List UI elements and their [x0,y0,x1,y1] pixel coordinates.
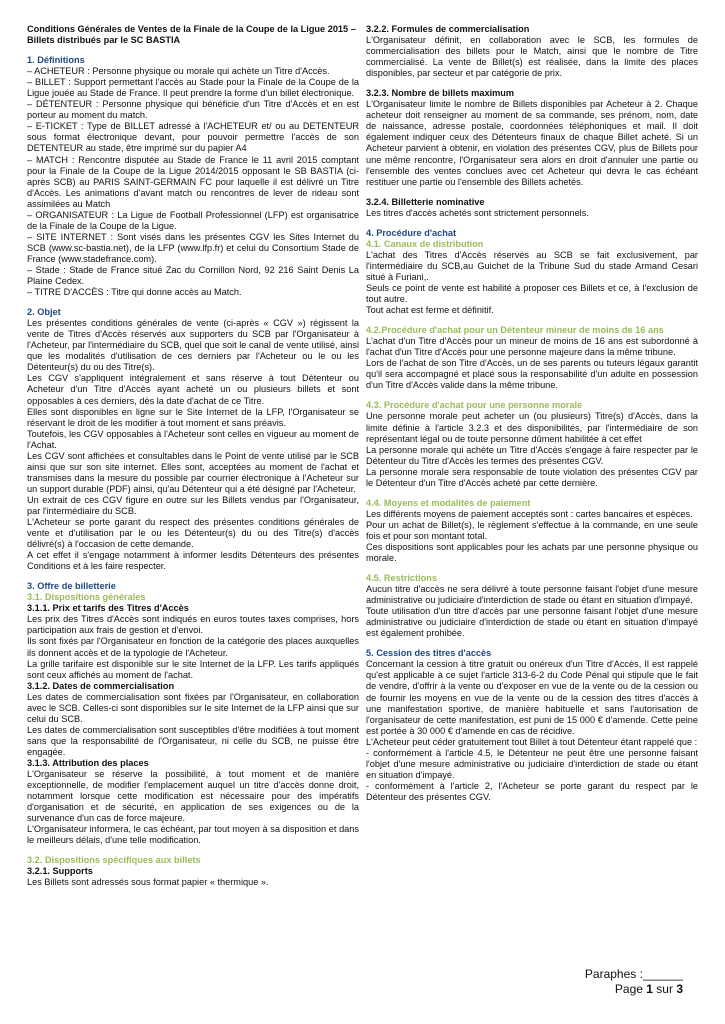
paragraph: Les CGV sont affichées et consultables dans le Point de vente utilisé par le SCB ainsi que sur son site internet. Elles sont, acceptées au moment de l'achat et transmises dans la mesure du possible par courrier électronique à l'Acheteur sur un support durable (PDF) ainsi, qu'au Détenteur qui a été désigné par l'Acheteur. [27,450,359,494]
paraphes-line: Paraphes :______ [584,967,683,981]
paragraph: Ils sont fixés par l'Organisateur en fonction de la catégorie des places auxquelles ils donnent accès et de la typologie de l'Acheteur. [27,636,359,658]
page-total: 3 [676,982,683,996]
left-column [27,24,359,889]
paragraph: L'Organisateur se réserve la possibilité, à tout moment et de manière exceptionnelle, de modifier l'emplacement auquel un titre d'accès donne droit, notamment lorsque cette modification est nécessaire pour des impératifs d'organisation et de sécurité, en application de ses exigences ou de la survenance d'un cas de force majeure. [27,769,359,824]
paragraph: Les présentes conditions générales de vente (ci-après « CGV ») régissent la vente de Titres d'Accès réservés aux supporters du SCB par l'Organisateur à l'Acheteur, par l'intermédiaire du SCB, quel que soit le canal de vente utilisé, ainsi que les modalités d'utilisation de ces derniers par l'Acheteur ou le ou les Détenteur(s) du ou des Titre(s). [27,318,359,373]
subsection-heading: 4.3. Procédure d'achat pour une personne morale [366,400,583,411]
paragraph: Toute utilisation d'un titre d'accès par une personne faisant l'objet d'une mesure administrative ou judiciaire d'interdiction de stade ou étant en situation d'impayé est également prohibée. [366,606,698,639]
paragraph: Elles sont disponibles en ligne sur le Site Internet de la LFP, l'Organisateur se réservant le droit de les modifier à tout moment et sans préavis. [27,406,359,428]
subsection-heading: 4.5. Restrictions [366,573,437,584]
paragraph: L'Acheteur peut céder gratuitement tout Billet à tout Détenteur étant rappelé que : [366,736,698,747]
paragraph: – ACHETEUR : Personne physique ou morale qui achète un Titre d'Accès. [27,66,330,77]
clause-heading: 3.2.2. Formules de commercialisation [366,24,530,34]
paragraph: – TITRE D'ACCÈS : Titre qui donne accès au Match. [27,287,242,298]
paragraph: Les titres d'accès achetés sont strictement personnels. [366,207,589,218]
page-number [615,982,683,996]
paragraph: Concernant la cession à titre gratuit ou onéreux d'un Titre d'Accès, Il est rappelé qu'est applicable à ce sujet l'article 313-6-2 du Code Pénal qui stipule que le fait de vendre, d'offrir à la vente ou d'exposer en vue de la vente ou de la cession ou de fournir les moyens en vue de la vente ou de la cession des titres d'accès à une manifestation sportive, de manière habituelle et sans l'autorisation de l'organisateur de cette manifestation, est puni de 15 000 € d'amende. Cette peine est portée à 30 000 € d'amende en cas de récidive. [366,659,698,736]
paragraph: Les différents moyens de paiement acceptés sont : cartes bancaires et espèces. [366,508,693,519]
paragraph: Toutefois, les CGV opposables à l'Acheteur sont celles en vigueur au moment de l'Achat. [27,428,359,450]
right-column-content [366,24,698,803]
paragraph: Ces dispositions sont applicables pour les achats par une personne physique ou morale. [366,541,698,564]
paragraph: – Stade : Stade de France situé Zac du Cornillon Nord, 92 216 Saint Denis La Plaine Cedex. [27,264,359,287]
paragraph: – DÉTENTEUR : Personne physique qui bénéficie d'un Titre d'Accès et en est porteur au moment du match. [27,99,359,121]
paragraph: Les dates de commercialisation sont susceptibles d'être modifiées à tout moment sans que la responsabilité de l'Organisateur, ni celle du SCB, ne puisse être engagée. [27,724,359,757]
paragraph: Pour un achat de Billet(s), le règlement s'effectue à la commande, en une seule fois et pour son montant total. [366,519,698,541]
subsection-heading: 4.2.Procédure d'achat pour un Détenteur mineur de moins de 16 ans [366,325,664,336]
subsection-heading: 3.2. Dispositions spécifiques aux billets [27,855,201,866]
paragraph: L'Organisateur limite le nombre de Billets disponibles par Acheteur à 2. Chaque acheteur doit renseigner au moment de sa commande, ses prénom, nom, date de naissance, adresse postale, coordonnées téléphoniques et mail. Il doit également indiquer ceux des Détenteurs finaux de chaque Billet acheté. Si un Acheteur parvient à obtenir, en violation des présentes CGV, plus de Billets pour une même rencontre, l'Organisateur sera alors en droit d'annuler une partie ou l'ensemble des ventes conclues avec cet Acheteur qui devra le cas échéant restituer une partie ou l'ensemble des Billets achetés. [366,99,698,187]
paragraph: Tout achat est ferme et définitif. [366,305,494,316]
paragraph: Les dates de commercialisation sont fixées par l'Organisateur, en collaboration avec le SCB. Celles-ci sont disponibles sur le site Internet de la LFP ainsi que sur celui du SCB. [27,691,359,724]
subsection-heading: 4.1. Canaux de distribution [366,238,484,249]
paragraph: – MATCH : Rencontre disputée au Stade de France le 11 avril 2015 comptant pour la Finale de la Coupe de la Ligue 2014/2015 opposant le SB BASTIA (ci-après SCB) au PARIS SAINT-GERMAIN FC pour laquelle il est délivré un Titre d'Accès. Les animations d'avant match ou rencontres de lever de rideau sont assimilées au Match [27,154,359,209]
clause-heading: 3.1.1. Prix et tarifs des Titres d'Accès [27,603,189,614]
subsection-heading: 4.4. Moyens et modalités de paiement [366,497,531,508]
paragraph: La personne morale sera responsable de toute violation des présentes CGV par le Détenteur d'un Titre d'Accès acheté par cette dernière. [366,466,698,488]
section-heading: 1. Définitions [27,55,85,66]
paragraph: – E-TICKET : Type de BILLET adressé à l'ACHETEUR et/ ou au DETENTEUR sous format électronique devant, pour pouvoir permettre l'accès de son DETENTEUR au stade, être imprimé sur du papier A4 [27,121,359,154]
page-middle: sur [656,982,673,996]
left-column-content [27,55,359,888]
paragraph: Les CGV s'appliquent intégralement et sans réserve à tout Détenteur ou Acheteur d'un Titre d'Accès ayant acheté un ou plusieurs billets et sont opposables à ces derniers, dès la date d'achat de ce Titre. [27,373,359,406]
section-heading: 3. Offre de billetterie [27,581,116,592]
right-column [366,24,698,803]
clause-heading: 3.2.1. Supports [27,866,93,877]
paragraph: L'achat d'un Titre d'Accès pour un mineur de moins de 16 ans est subordonné à l'achat d'un Titre d'Accès pour une personne majeure dans la même tribune. [366,336,698,358]
paragraph: Une personne morale peut acheter un (ou plusieurs) Titre(s) d'Accès, dans la limite définie à l'article 3.2.3 et des disponibilités, par l'intermédiaire de son représentant légal ou de toute personne dûment habilitée à cet effet [366,411,698,444]
paragraph: - conformément à l'article 4.5, le Détenteur ne peut être une personne faisant l'objet d'une mesure administrative ou judiciaire d'interdiction de stade ou étant en situation d'impayé. [366,747,698,780]
page-prefix: Page [614,982,643,996]
paragraph: Les prix des Titres d'Accès sont indiqués en euros toutes taxes comprises, hors participation aux frais de gestion et d'envoi. [27,614,359,636]
paragraph: La grille tarifaire est disponible sur le site Internet de la LFP. Les tarifs appliqués sont ceux affichés au moment de l'achat. [27,658,359,680]
section-heading: 4. Procédure d'achat [366,227,457,238]
clause-heading: 3.2.3. Nombre de billets maximum [366,88,515,99]
paragraph: – BILLET : Support permettant l'accès au Stade pour la Finale de la Coupe de la Ligue jouée au Stade de France. Il peut prendre la forme d'un billet électronique. [27,77,359,99]
paragraph: – SITE INTERNET : Sont visés dans les présentes CGV les Sites Internet du SCB (www.sc-bastia.net), de la LFP (www.lfp.fr) et celui du Consortium Stade de France (www.stadefrance.com). [27,231,359,264]
paragraph: Lors de l'achat de son Titre d'Accès, un de ses parents ou tuteurs légaux garantit qu'il sera accompagné et placé sous la responsabilité d'un adulte en possession d'un Titre d'Accès valide dans la même tribune. [366,358,698,391]
paragraph: L'Organisateur définit, en collaboration avec le SCB, les formules de commercialisation des billets pour le Match, ainsi que le nombre de Titre commercialisé. La vente de Billet(s) est réalisée, dans la limite des places disponibles, par secteur et par catégorie de prix. [366,35,698,79]
document-title: Conditions Générales de Ventes de la Finale de la Coupe de la Ligue 2015 – Billets distribués par le SC BASTIA [27,24,356,46]
paragraph: L'achat des Titres d'Accès réservés au SCB se fait exclusivement, par l'intermédiaire du SCB,au Guichet de la Tribune Sud du stade Armand Cesari situé à Furiani,. [366,249,698,282]
subsection-heading: 3.1. Dispositions générales [27,592,146,603]
paragraph: L'Organisateur informera, le cas échéant, par tout moyen à sa disposition et dans le meilleurs délais, d'une telle modification. [27,824,359,846]
paragraph: Seuls ce point de vente est habilité à proposer ces Billets et ce, à l'exclusion de tout autre. [366,282,698,305]
paragraph: – ORGANISATEUR : La Ligue de Football Professionnel (LFP) est organisatrice de la Finale de la Coupe de la Ligue. [27,209,359,231]
clause-heading: 3.2.4. Billetterie nominative [366,196,485,207]
paragraph: La personne morale qui achète un Titre d'Accès s'engage à faire respecter par le Détenteur du Titre d'Accès les termes des présentes CGV. [366,444,698,466]
clause-heading: 3.1.2. Dates de commercialisation [27,680,175,691]
section-heading: 5. Cession des titres d'accès [366,648,492,659]
clause-heading: 3.1.3. Attribution des places [27,758,149,768]
paragraph: A cet effet il s'engage notamment à informer lesdits Détenteurs des présentes Conditions et à les faire respecter. [27,550,359,572]
paragraph: Un extrait de ces CGV figure en outre sur les Billets vendus par l'Organisateur, par l'intermédiaire du SCB. [27,494,359,516]
page-current: 1 [646,982,653,996]
paragraph: - conformément à l'article 2, l'Acheteur se porte garant du respect par le Détenteur des présentes CGV. [366,780,698,802]
paragraph: Aucun titre d'accès ne sera délivré à toute personne faisant l'objet d'une mesure administrative ou judiciaire d'interdiction de stade ou étant en situation d'impayé. [366,584,698,606]
paragraph: L'Acheteur se porte garant du respect des présentes conditions générales de vente et d'utilisation par le ou les Détenteur(s) du ou des Titre(s) d'accès délivré(s) à l'occasion de cette demande. [27,517,359,550]
section-heading: 2. Objet [27,307,61,318]
paragraph: Les Billets sont adressés sous format papier « thermique ». [27,877,269,888]
